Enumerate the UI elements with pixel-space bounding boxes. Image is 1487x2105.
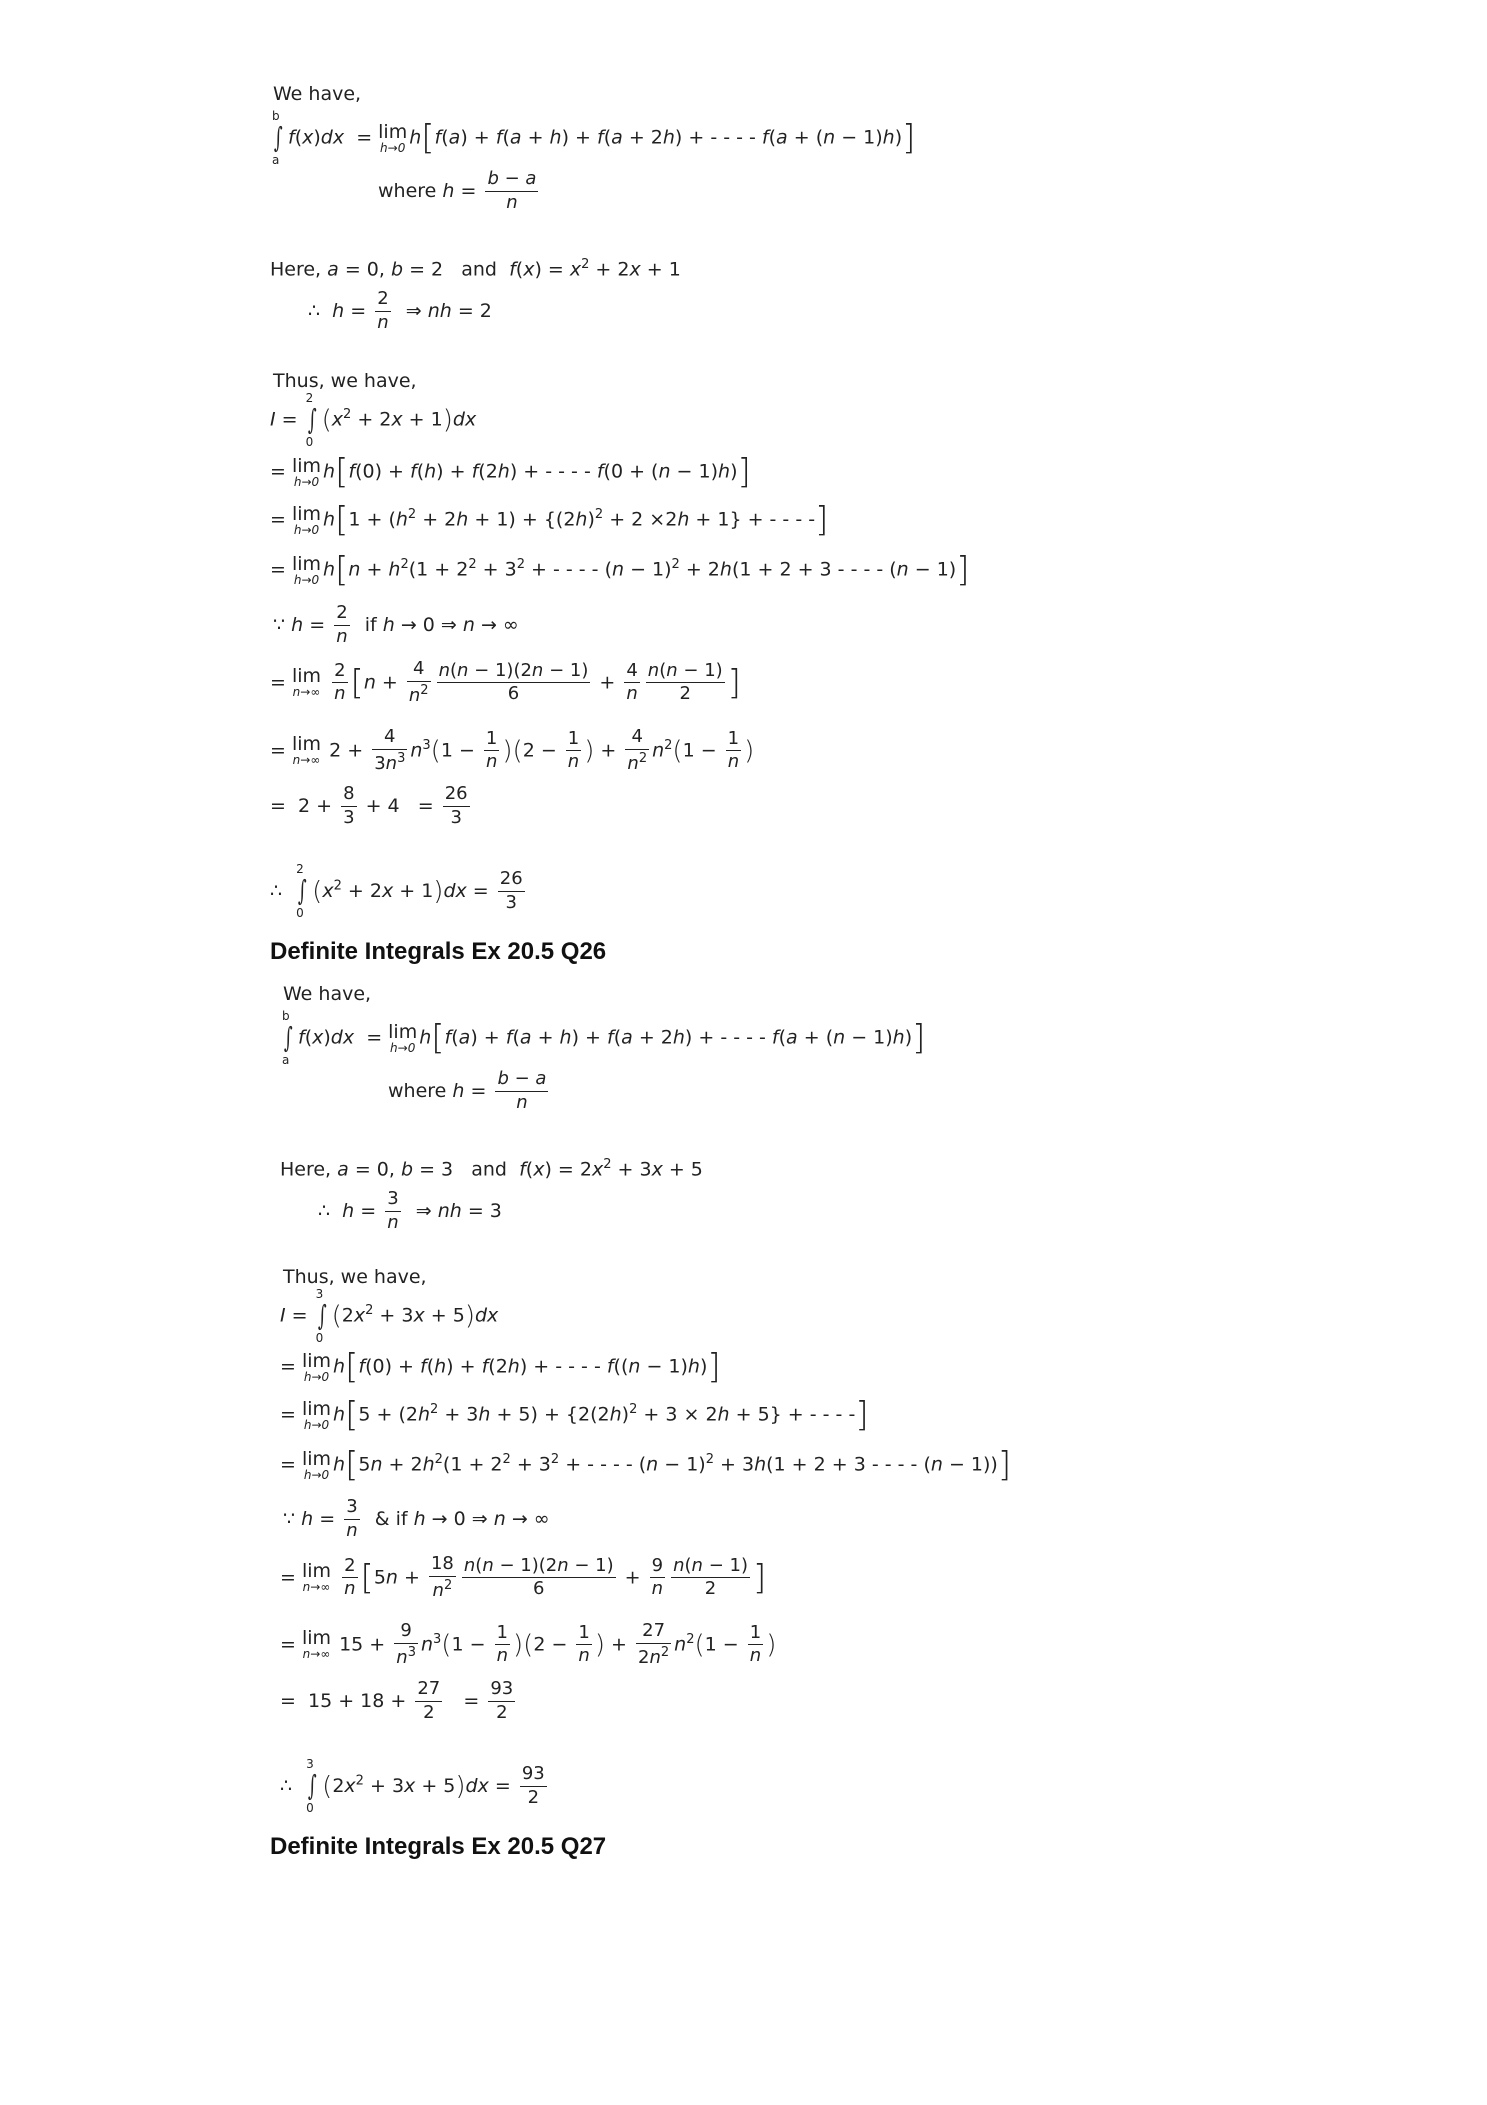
integral-sign-icon: 3 ∫ 0 xyxy=(315,1287,327,1345)
heading-q27: Definite Integrals Ex 20.5 Q27 xyxy=(270,1833,607,1860)
we-have-text: We have, xyxy=(273,83,362,105)
h-value: ∴ h = $\frac{2}{n}$ ⇒ nh = 2 xyxy=(308,288,492,333)
heading-q26: Definite Integrals Ex 20.5 Q26 xyxy=(270,938,607,965)
h-value: ∴ h = $\frac{3}{n}$ ⇒ nh = 3 xyxy=(318,1188,502,1233)
step-5: = lim n→∞ 15 + $\frac{9}{n^3}$ $n^3(1$ − $\frac{1}{n}$ )(2 − $\frac{1}{n}$ ) + $\frac{27}{2n^2}$ $n^2(1$ − $\frac{1}{n}$ ) xyxy=(280,1620,777,1668)
step-6: = 15 + 18 + $\frac{27}{2}$ = $\frac{93}{2}$ xyxy=(280,1678,514,1723)
integral-sign-icon: b ∫ a xyxy=(282,1009,293,1067)
where-h-formula: where h = $\frac{b - a}{n}$ xyxy=(388,1068,547,1113)
step-4: = lim n→∞ $\frac{2}{n}$ [n + $\frac{4}{n^2}$ $\frac{n(n - 1)(2n - 1)}{6}$ + $\frac{4}{n}$ $\frac{n(n - 1)}{2}$ ] xyxy=(270,658,741,706)
definition-formula: b ∫ a f(x)dx = lim h→0 h[f(a) + f(a + h) + f(a + 2h) + - - - - f(a + (n − 1)h)] xyxy=(282,1009,926,1067)
we-have-text: We have, xyxy=(283,983,372,1005)
given-values: Here, a = 0, b = 3 and $f(x) = 2x^2 + 3x + 5$ xyxy=(280,1157,703,1181)
integral-sign-icon: 3 ∫ 0 xyxy=(306,1757,317,1816)
definition-formula: b ∫ a f(x)dx = lim h→0 h[f(a) + f(a + h) + f(a + 2h) + - - - - f(a + (n − 1)h)] xyxy=(272,109,916,167)
integral-I: I = 2 ∫ 0 $(x^2 + 2x + 1)dx$ xyxy=(270,391,477,449)
thus-text: Thus, we have, xyxy=(283,1266,427,1288)
step-1: = lim h→0 h[f(0) + f(h) + f(2h) + - - - - f(0 + (n − 1)h)] xyxy=(270,452,751,492)
where-h-formula: where h = $\frac{b - a}{n}$ xyxy=(378,168,537,213)
step-2: = lim h→0 $h[5 + (2h^2 + 3h + 5) + \{2(2h)^2 + 3 \times 2h + 5\}$ + - - - -] xyxy=(280,1395,869,1435)
step-3: = lim h→0 $h[5n + 2h^2(1 + 2^2 + 3^2$ + - - - - $(n - 1)^2 + 3h(1 + 2 + 3$ - - - - (n − 1))] xyxy=(280,1445,1012,1485)
step-6: = 2 + $\frac{8}{3}$ + 4 = $\frac{26}{3}$ xyxy=(270,783,468,828)
thus-text: Thus, we have, xyxy=(273,370,417,392)
step-4: = lim n→∞ $\frac{2}{n}$ [5n + $\frac{18}{n^2}$ $\frac{n(n - 1)(2n - 1)}{6}$ + $\frac{9}{n}$ $\frac{n(n - 1)}{2}$ ] xyxy=(280,1553,767,1601)
step-1: = lim h→0 h[f(0) + f(h) + f(2h) + - - - - f((n − 1)h)] xyxy=(280,1347,721,1387)
step-3: = lim h→0 $h[n + h^2(1 + 2^2 + 3^2$ + - - - - $(n - 1)^2 + 2h(1 + 2 + 3$ - - - - (n − 1)] xyxy=(270,550,970,590)
result-q26: ∴ 3 ∫ 0 $(2x^2 + 3x + 5)dx$ = $\frac{93}{2}$ xyxy=(280,1757,545,1816)
step-2: = lim h→0 $h[1 + (h^2 + 2h + 1) + \{(2h)^2 + 2 \times 2h + 1\}$ + - - - -] xyxy=(270,500,829,540)
given-values: Here, a = 0, b = 2 and $f(x) = x^2 + 2x + 1$ xyxy=(270,257,681,281)
h-limit-note: ∵ h = $\frac{3}{n}$ & if h → 0 ⇒ n → ∞ xyxy=(283,1496,550,1541)
result-q25: ∴ 2 ∫ 0 $(x^2 + 2x + 1)dx$ = $\frac{26}{3}$ xyxy=(270,862,523,921)
integral-sign-icon: 2 ∫ 0 xyxy=(305,391,317,449)
integral-sign-icon: 2 ∫ 0 xyxy=(296,862,307,921)
step-5: = lim n→∞ 2 + $\frac{4}{3n^3}$ $n^3(1$ − $\frac{1}{n}$ )(2 − $\frac{1}{n}$ ) + $\frac{4}{n^2}$ $n^2(1$ − $\frac{1}{n}$ ) xyxy=(270,726,755,774)
integral-sign-icon: b ∫ a xyxy=(272,109,283,167)
h-limit-note: ∵ h = $\frac{2}{n}$ if h → 0 ⇒ n → ∞ xyxy=(273,602,519,647)
integral-I: I = 3 ∫ 0 $(2x^2 + 3x + 5)dx$ xyxy=(280,1287,499,1345)
